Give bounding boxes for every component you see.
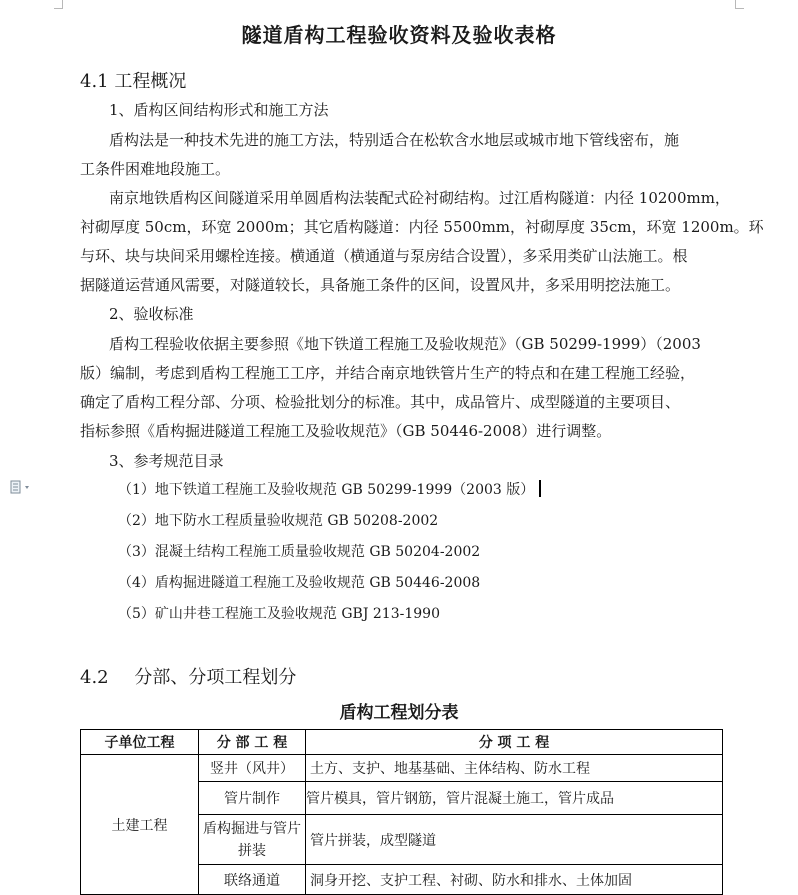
section-title: 工程概况 bbox=[114, 71, 187, 92]
paragraph-line: 与环、块与块间采用螺栓连接。横通道（横通道与泵房结合设置），多采用类矿山法施工。根 bbox=[80, 247, 688, 265]
subheading-acceptance: 2、验收标准 bbox=[109, 305, 194, 323]
table-row bbox=[81, 755, 723, 782]
reference-item: （1）地下铁道工程施工及验收规范 GB 50299-1999（2003 版） bbox=[118, 479, 541, 499]
items-cell: 管片拼装，成型隧道 bbox=[306, 815, 723, 865]
section-heading-4-2 bbox=[80, 663, 296, 689]
part-cell: 竖井（风井） bbox=[199, 755, 306, 782]
column-header: 子单位工程 bbox=[81, 730, 199, 755]
part-cell: 管片制作 bbox=[199, 782, 306, 815]
text-cursor bbox=[539, 480, 541, 497]
paragraph-line: 工条件困难地段施工。 bbox=[80, 160, 231, 178]
reference-item: （2）地下防水工程质量验收规范 GB 50208-2002 bbox=[118, 513, 439, 529]
document-title: 隧道盾构工程验收资料及验收表格 bbox=[241, 23, 557, 47]
column-header: 分 部 工 程 bbox=[199, 730, 306, 755]
part-cell: 盾构掘进与管片拼装 bbox=[199, 815, 306, 865]
paragraph-line: 衬砌厚度 50cm，环宽 2000m；其它盾构隧道：内径 5500mm，衬砌厚度 35cm，环宽 1200m。环 bbox=[80, 218, 764, 236]
paragraph-line: 南京地铁盾构区间隧道采用单圆盾构法装配式砼衬砌结构。过江盾构隧道：内径 10200mm， bbox=[109, 189, 730, 207]
paragraph-options-icon[interactable] bbox=[10, 479, 34, 493]
subheading-references: 3、参考规范目录 bbox=[109, 452, 224, 470]
paragraph-line: 版）编制，考虑到盾构工程施工工序，并结合南京地铁管片生产的特点和在建工程施工经验， bbox=[80, 364, 696, 382]
section-heading-4-1 bbox=[80, 67, 186, 93]
part-cell: 联络通道 bbox=[199, 865, 306, 895]
reference-item: （3）混凝土结构工程施工质量验收规范 GB 50204-2002 bbox=[118, 544, 481, 560]
items-cell: 管片模具，管片钢筋，管片混凝土施工，管片成品 bbox=[306, 782, 723, 815]
paragraph-line: 盾构法是一种技术先进的施工方法，特别适合在松软含水地层或城市地下管线密布，施 bbox=[109, 131, 680, 149]
paragraph-line: 据隧道运营通风需要，对隧道较长，具备施工条件的区间，设置风井，多采用明挖法施工。 bbox=[80, 276, 681, 294]
subunit-cell: 土建工程 bbox=[81, 755, 199, 895]
paragraph-line: 指标参照《盾构掘进隧道工程施工及验收规范》（GB 50446-2008）进行调整。 bbox=[80, 422, 612, 440]
table-header-row bbox=[81, 730, 723, 755]
paragraph-line: 确定了盾构工程分部、分项、检验批划分的标准。其中，成品管片、成型隧道的主要项目、 bbox=[80, 393, 681, 411]
items-cell: 洞身开挖、支护工程、衬砌、防水和排水、土体加固 bbox=[306, 865, 723, 895]
section-title: 分部、分项工程划分 bbox=[134, 667, 297, 688]
reference-item: （4）盾构掘进隧道工程施工及验收规范 GB 50446-2008 bbox=[118, 575, 481, 591]
page-corner-mark-left bbox=[54, 0, 63, 9]
table-title: 盾构工程划分表 bbox=[339, 703, 459, 723]
page-corner-mark-right bbox=[735, 0, 744, 9]
items-cell: 土方、支护、地基基础、主体结构、防水工程 bbox=[306, 755, 723, 782]
reference-item: （5）矿山井巷工程施工及验收规范 GBJ 213-1990 bbox=[118, 606, 440, 622]
paragraph-line: 盾构工程验收依据主要参照《地下铁道工程施工及验收规范》（GB 50299-1999）（2003 bbox=[109, 335, 701, 353]
column-header: 分 项 工 程 bbox=[306, 730, 723, 755]
section-number: 4.2 bbox=[80, 667, 109, 688]
section-number: 4.1 bbox=[80, 71, 109, 92]
subheading-structure: 1、盾构区间结构形式和施工方法 bbox=[109, 101, 329, 119]
division-table bbox=[80, 729, 723, 895]
